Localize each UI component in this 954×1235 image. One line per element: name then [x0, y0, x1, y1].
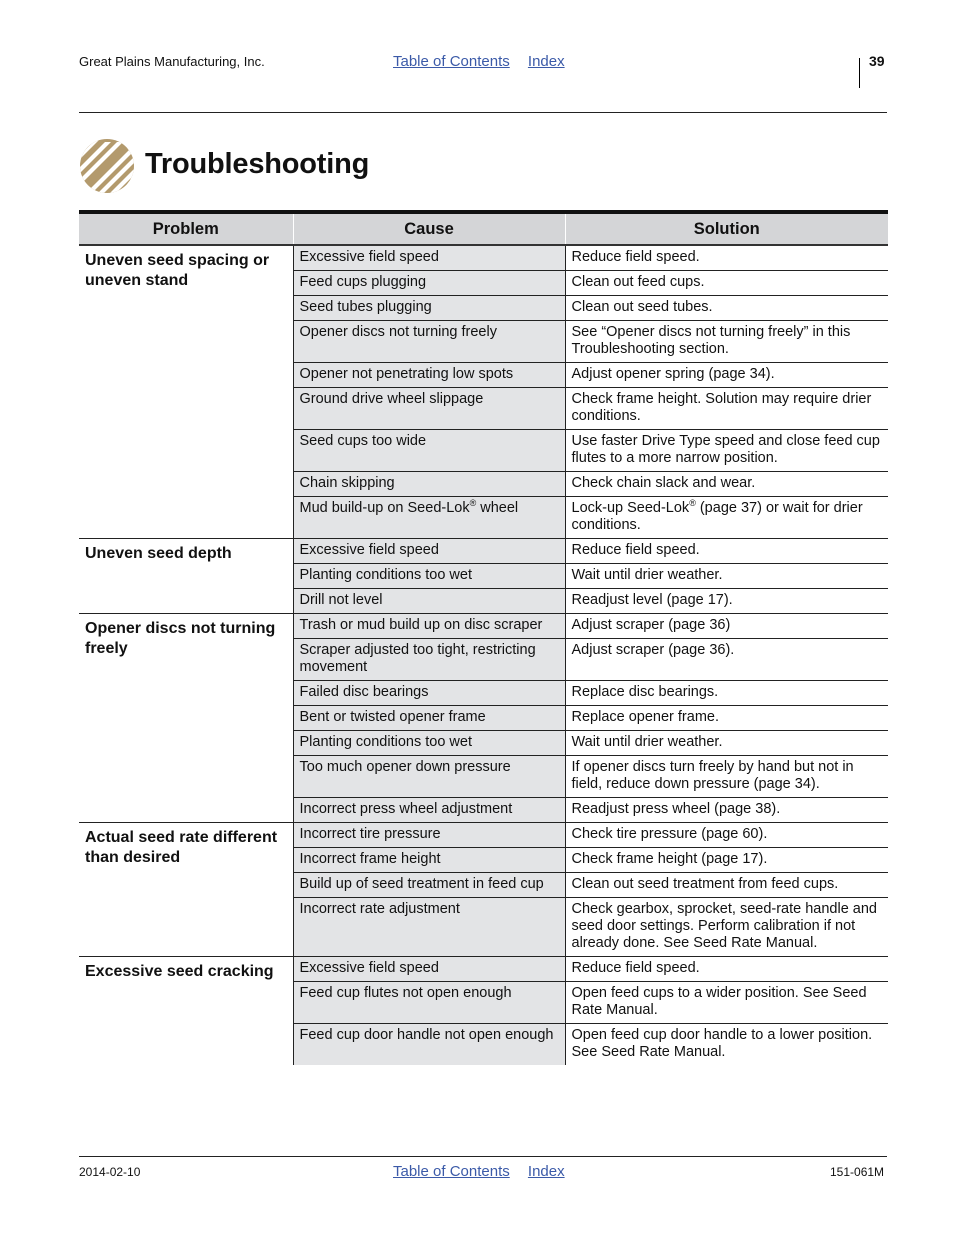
solution-cell [565, 497, 888, 539]
cause-cell: Too much opener down pressure [293, 756, 565, 798]
solution-cell: Reduce field speed. [565, 539, 888, 564]
solution-cell: If opener discs turn freely by hand but not in field, reduce down pressure (page 34). [565, 756, 888, 798]
solution-cell: Open feed cups to a wider position. See Seed Rate Manual. [565, 982, 888, 1024]
header-toc-link[interactable]: Table of Contents [393, 53, 510, 70]
registered-mark: ® [689, 498, 696, 509]
solution-cell: Check chain slack and wear. [565, 472, 888, 497]
solution-cell: Adjust scraper (page 36) [565, 614, 888, 639]
solution-cell: Clean out feed cups. [565, 271, 888, 296]
solution-cell: Replace opener frame. [565, 706, 888, 731]
cause-cell: Ground drive wheel slippage [293, 388, 565, 430]
document-code: 151-061M [830, 1165, 885, 1179]
footer-nav [393, 1163, 579, 1180]
problem-cell: Opener discs not turning freely [79, 614, 293, 823]
cause-cell: Opener not penetrating low spots [293, 363, 565, 388]
cause-cell: Scraper adjusted too tight, restricting movement [293, 639, 565, 681]
footer-toc-link[interactable]: Table of Contents [393, 1163, 510, 1180]
problem-cell: Uneven seed depth [79, 539, 293, 614]
cause-text: Mud build-up on Seed-Lok [299, 500, 470, 516]
solution-cell: Check tire pressure (page 60). [565, 823, 888, 848]
cause-cell: Opener discs not turning freely [293, 321, 565, 363]
cause-cell: Build up of seed treatment in feed cup [293, 873, 565, 898]
problem-cell: Excessive seed cracking [79, 957, 293, 1066]
solution-text: Lock-up Seed-Lok [571, 500, 690, 516]
table-row [79, 614, 888, 639]
solution-cell: Clean out seed treatment from feed cups. [565, 873, 888, 898]
solution-cell: Readjust level (page 17). [565, 589, 888, 614]
cause-cell: Excessive field speed [293, 957, 565, 982]
cause-cell: Seed cups too wide [293, 430, 565, 472]
table-row [79, 957, 888, 982]
column-header-problem: Problem [79, 212, 293, 245]
registered-mark: ® [469, 498, 477, 509]
cause-cell: Feed cup flutes not open enough [293, 982, 565, 1024]
cause-cell: Feed cups plugging [293, 271, 565, 296]
solution-cell: Check frame height (page 17). [565, 848, 888, 873]
column-header-solution: Solution [565, 212, 888, 245]
cause-cell [293, 497, 565, 539]
page-title: Troubleshooting [145, 147, 370, 180]
solution-cell: Clean out seed tubes. [565, 296, 888, 321]
publication-date: 2014-02-10 [79, 1165, 141, 1179]
header-rule [79, 112, 887, 113]
cause-cell: Chain skipping [293, 472, 565, 497]
cause-cell: Incorrect frame height [293, 848, 565, 873]
header-nav [393, 53, 579, 70]
cause-cell: Feed cup door handle not open enough [293, 1024, 565, 1066]
footer-rule [79, 1156, 887, 1157]
header-index-link[interactable]: Index [527, 53, 565, 70]
cause-cell: Planting conditions too wet [293, 731, 565, 756]
cause-cell: Failed disc bearings [293, 681, 565, 706]
cause-cell: Drill not level [293, 589, 565, 614]
column-header-cause: Cause [293, 212, 565, 245]
cause-cell: Incorrect tire pressure [293, 823, 565, 848]
solution-cell: Readjust press wheel (page 38). [565, 798, 888, 823]
table-header-row [79, 212, 888, 245]
table-row [79, 823, 888, 848]
solution-cell: Open feed cup door handle to a lower position. See Seed Rate Manual. [565, 1024, 888, 1066]
problem-cell: Uneven seed spacing or uneven stand [85, 252, 270, 289]
cause-cell: Excessive field speed [293, 539, 565, 564]
page-number: 39 [869, 53, 885, 69]
cause-cell: Excessive field speed [293, 245, 565, 271]
cause-cell: Incorrect press wheel adjustment [293, 798, 565, 823]
solution-cell: Reduce field speed. [565, 245, 888, 271]
solution-cell: Use faster Drive Type speed and close feed cup flutes to a more narrow position. [565, 430, 888, 472]
solution-cell: Check frame height. Solution may require drier conditions. [565, 388, 888, 430]
problem-cell: Actual seed rate different than desired [79, 823, 293, 957]
table-row [79, 245, 888, 271]
cause-cell: Bent or twisted opener frame [293, 706, 565, 731]
solution-cell: See “Opener discs not turning freely” in this Troubleshooting section. [565, 321, 888, 363]
solution-cell: Wait until drier weather. [565, 564, 888, 589]
solution-cell: Adjust opener spring (page 34). [565, 363, 888, 388]
solution-cell: Wait until drier weather. [565, 731, 888, 756]
cause-cell: Seed tubes plugging [293, 296, 565, 321]
cause-cell: Planting conditions too wet [293, 564, 565, 589]
solution-cell: Reduce field speed. [565, 957, 888, 982]
great-plains-logo-icon [79, 136, 135, 196]
header-divider [859, 58, 860, 88]
cause-text: wheel [476, 500, 519, 516]
solution-cell: Check gearbox, sprocket, seed-rate handle and seed door settings. Perform calibration if not already done. See Seed Rate Manual. [565, 898, 888, 957]
cause-cell: Trash or mud build up on disc scraper [293, 614, 565, 639]
solution-cell: Adjust scraper (page 36). [565, 639, 888, 681]
footer-index-link[interactable]: Index [527, 1163, 565, 1180]
troubleshooting-table [79, 210, 888, 1065]
solution-cell: Replace disc bearings. [565, 681, 888, 706]
company-name: Great Plains Manufacturing, Inc. [79, 54, 265, 69]
title-block [79, 136, 369, 196]
cause-cell: Incorrect rate adjustment [293, 898, 565, 957]
solution-text: (page 37) or wait for drier conditions. [571, 500, 863, 533]
table-row [79, 539, 888, 564]
